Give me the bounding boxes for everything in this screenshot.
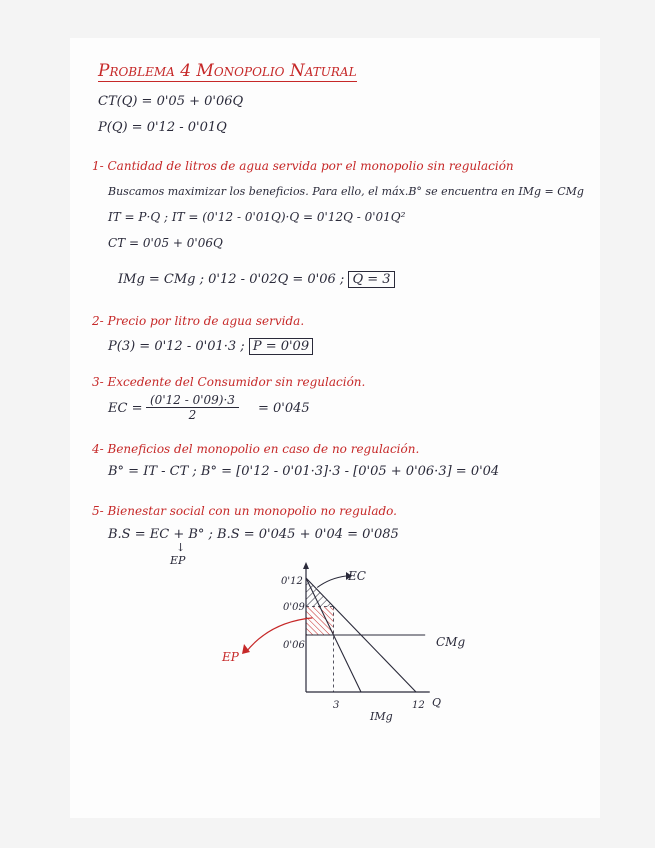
- q3-lhs: EC =: [108, 401, 143, 416]
- q4-heading: 4- Beneficios del monopolio en caso de no regulación.: [92, 442, 420, 456]
- q3-denominator: 2: [188, 408, 197, 422]
- q2-heading: 2- Precio por litro de agua servida.: [92, 314, 305, 328]
- q1-result: Q = 3: [348, 271, 394, 288]
- y-axis-arrow: [303, 562, 309, 569]
- price-equation: P(Q) = 0'12 - 0'01Q: [98, 120, 227, 135]
- y-tick-006: 0'06: [283, 640, 305, 651]
- q1-line1: Buscamos maximizar los beneficios. Para ello, el máx.B° se encuentra en IMg = CMg: [108, 185, 584, 198]
- img-label: IMg: [370, 710, 393, 723]
- q5-heading: 5- Bienestar social con un monopolio no regulado.: [92, 504, 397, 518]
- q3-numerator: (0'12 - 0'09)·3: [146, 393, 239, 408]
- q2-result: P = 0'09: [249, 338, 313, 355]
- y-tick-012: 0'12: [281, 576, 303, 587]
- q3-rhs: = 0'045: [258, 401, 310, 416]
- x-tick-12: 12: [412, 700, 425, 711]
- q1-heading: 1- Cantidad de litros de agua servida por el monopolio sin regulación: [92, 159, 514, 173]
- ec-label: EC: [348, 569, 366, 583]
- cost-equation: CT(Q) = 0'05 + 0'06Q: [98, 94, 244, 109]
- q3-heading: 3- Excedente del Consumidor sin regulación.: [92, 375, 366, 389]
- page-title: Problema 4 Monopolio Natural: [98, 61, 357, 81]
- cmg-label: CMg: [436, 635, 466, 649]
- ec-pointer: [317, 576, 346, 588]
- q1-equation: IMg = CMg ; 0'12 - 0'02Q = 0'06 ;: [118, 272, 345, 287]
- producer-surplus-area: [306, 607, 334, 636]
- q5-line1: B.S = EC + B° ; B.S = 0'045 + 0'04 = 0'085: [108, 527, 399, 542]
- q5-arrow: ↓: [176, 541, 186, 554]
- y-tick-009: 0'09: [283, 602, 305, 613]
- ep-label: EP: [222, 650, 239, 664]
- q5-ep: EP: [170, 554, 186, 567]
- q1-line3: CT = 0'05 + 0'06Q: [108, 236, 223, 250]
- x-axis-label: Q: [432, 696, 442, 709]
- x-tick-3: 3: [333, 700, 340, 711]
- q2-equation: P(3) = 0'12 - 0'01·3 ;: [108, 339, 245, 354]
- q1-line2: IT = P·Q ; IT = (0'12 - 0'01Q)·Q = 0'12Q - 0'01Q²: [108, 210, 406, 224]
- q4-line1: B° = IT - CT ; B° = [0'12 - 0'01·3]·3 - [0'05 + 0'06·3] = 0'04: [108, 464, 500, 479]
